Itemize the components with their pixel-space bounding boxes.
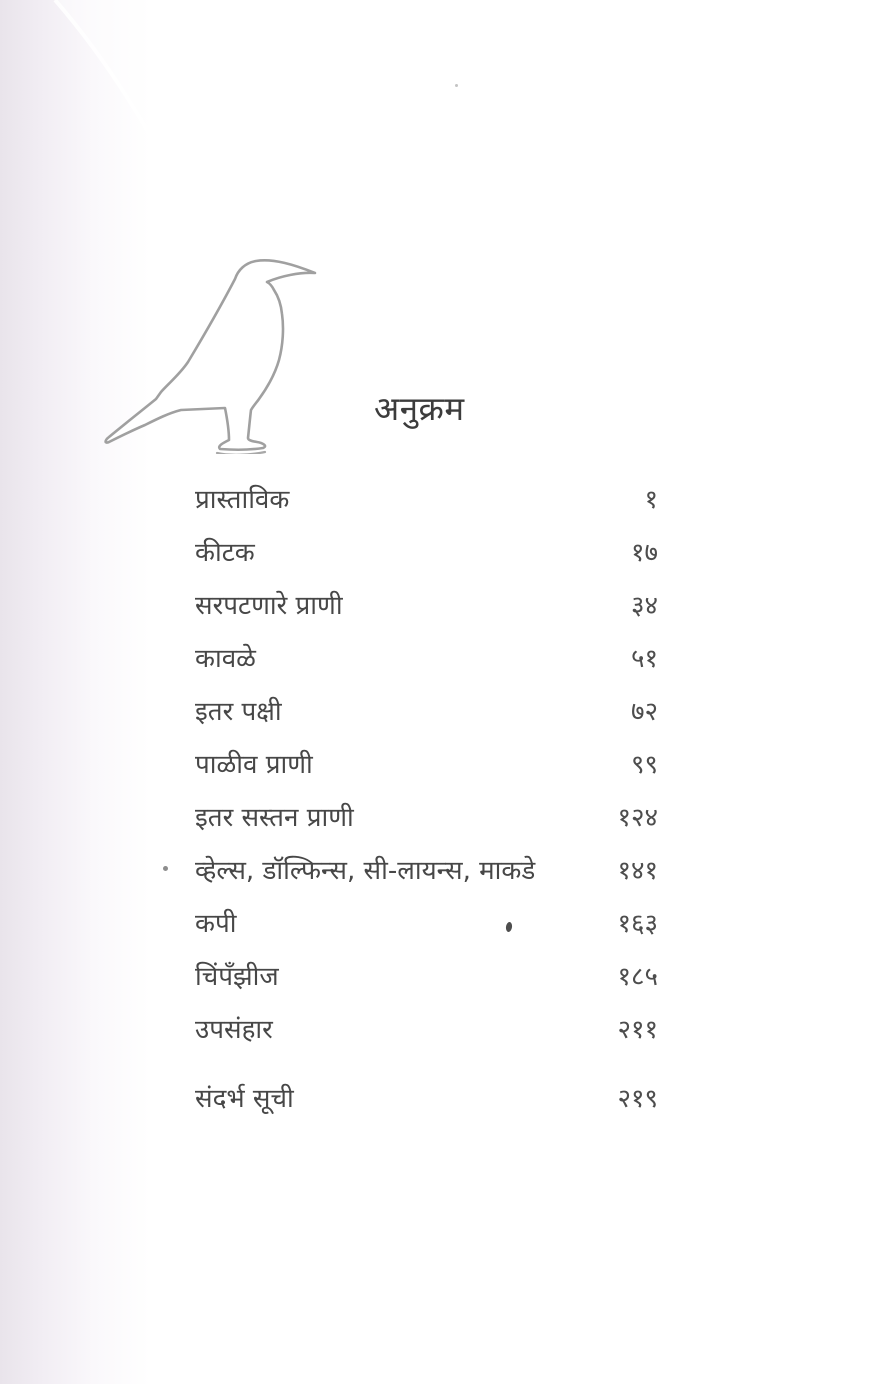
toc-page-number: १७ — [630, 538, 658, 568]
toc-row — [195, 1008, 658, 1061]
ink-speck — [455, 84, 458, 87]
toc-chapter-title: पाळीव प्राणी — [195, 750, 313, 780]
toc-page-number: १२४ — [617, 803, 658, 833]
toc-row — [195, 796, 658, 849]
page-title: अनुक्रम — [374, 389, 465, 428]
toc-chapter-title: इतर सस्तन प्राणी — [195, 803, 354, 833]
toc-page-number: ७२ — [630, 697, 658, 727]
toc-chapter-title: प्रास्ताविक — [195, 485, 290, 515]
toc-page-number: १८५ — [617, 962, 658, 992]
toc-page-number: १४१ — [617, 856, 658, 886]
toc-chapter-title: कावळे — [195, 644, 256, 674]
toc-chapter-title: व्हेल्स, डॉल्फिन्स, सी-लायन्स, माकडे — [195, 856, 536, 886]
toc-chapter-title: कीटक — [195, 538, 255, 568]
toc-row — [195, 584, 658, 637]
toc-row — [195, 531, 658, 584]
page-edge-shading — [0, 0, 150, 1384]
toc-chapter-title: चिंपँझीज — [195, 962, 279, 992]
toc-page-number: २१९ — [617, 1084, 658, 1114]
toc-row — [195, 478, 658, 531]
crow-outline-illustration — [95, 252, 322, 454]
toc-row — [195, 902, 658, 955]
toc-page-number: ५१ — [630, 644, 658, 674]
toc-row — [195, 690, 658, 743]
toc-chapter-title: कपी — [195, 909, 237, 939]
toc-page-number: ९९ — [630, 750, 658, 780]
toc-page-number: २११ — [617, 1015, 658, 1045]
toc-chapter-title: संदर्भ सूची — [195, 1084, 294, 1114]
toc-page-number: १ — [644, 485, 658, 515]
toc-chapter-title: इतर पक्षी — [195, 697, 282, 727]
toc-row — [195, 637, 658, 690]
toc-page-number: ३४ — [630, 591, 658, 621]
toc-chapter-title: सरपटणारे प्राणी — [195, 591, 343, 621]
ink-speck — [163, 866, 168, 871]
toc-row — [195, 1077, 658, 1130]
toc-list — [195, 478, 658, 1130]
toc-chapter-title: उपसंहार — [195, 1015, 273, 1045]
toc-page-number: १६३ — [617, 909, 658, 939]
toc-row — [195, 743, 658, 796]
toc-row — [195, 955, 658, 1008]
toc-row — [195, 849, 658, 902]
